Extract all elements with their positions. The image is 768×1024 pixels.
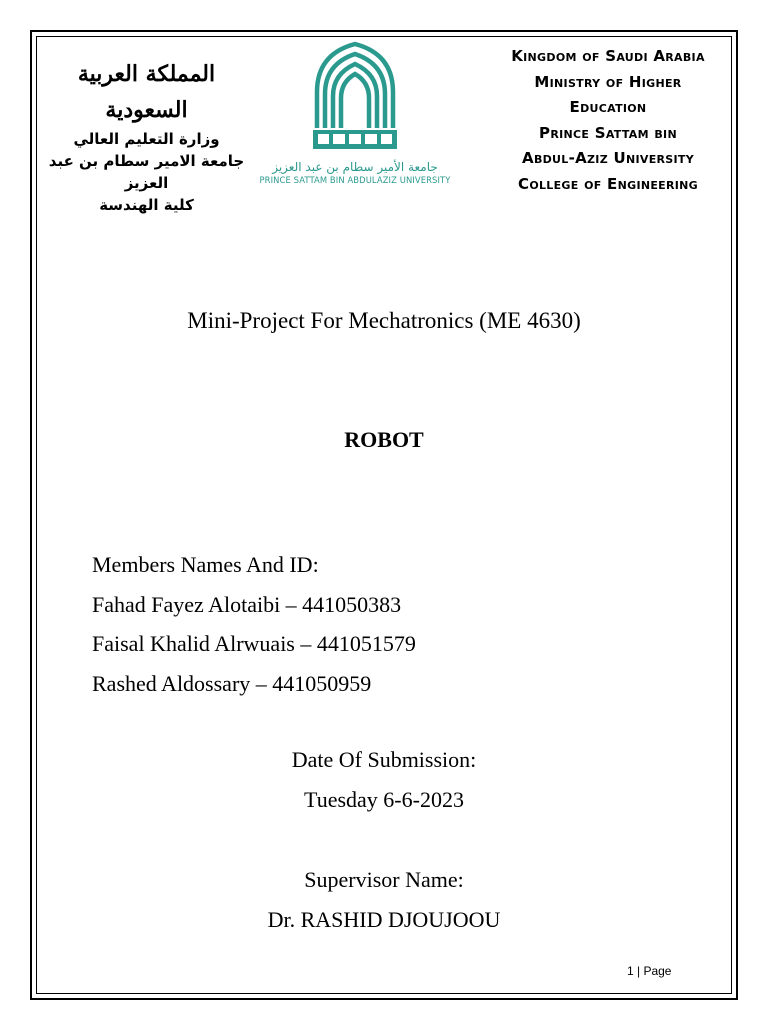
english-header-line-1: Kingdom of Saudi Arabia (511, 47, 705, 65)
members-heading: Members Names And ID: (92, 552, 319, 577)
english-header-line-2: Ministry of Higher (534, 72, 682, 91)
arabic-college: كلية الهندسة (99, 196, 194, 214)
date-value: Tuesday 6-6-2023 (304, 787, 464, 812)
english-header-line-4: Prince Sattam bin (539, 123, 677, 142)
university-logo (250, 40, 460, 195)
member-entry: Fahad Fayez Alotaibi – 441050383 (92, 591, 402, 617)
english-header-line-3: Education (569, 98, 647, 116)
date-label: Date Of Submission: (291, 747, 477, 772)
supervisor-section (0, 860, 768, 940)
logo-english-name: PRINCE SATTAM BIN ABDULAZIZ UNIVERSITY (259, 175, 451, 185)
english-header-line-5: Abdul-Aziz University (522, 149, 694, 167)
university-logo-icon (305, 40, 405, 158)
logo-arabic-name: جامعة الأمير سطام بن عبد العزيز (272, 160, 438, 174)
supervisor-value: Dr. RASHID DJOUJOOU (267, 907, 501, 932)
page-number: 1 | Page (627, 964, 672, 978)
document-title: Mini-Project For Mechatronics (ME 4630) (187, 308, 581, 333)
arabic-ministry: وزارة التعليم العالي (73, 130, 220, 148)
arabic-header (44, 56, 249, 216)
member-entry: Faisal Khalid Alrwuais – 441051579 (92, 631, 416, 656)
english-header (488, 44, 728, 197)
submission-date-section (0, 740, 768, 820)
arabic-kingdom: المملكة العربية السعودية (77, 61, 216, 123)
english-header-line-6: College of Engineering (518, 174, 698, 193)
supervisor-label: Supervisor Name: (304, 867, 464, 892)
members-section (92, 545, 416, 703)
arabic-university: جامعة الامير سطام بن عبد العزيز (48, 152, 245, 192)
member-entry: Rashed Aldossary – 441050959 (92, 670, 372, 696)
project-name: ROBOT (344, 427, 424, 452)
